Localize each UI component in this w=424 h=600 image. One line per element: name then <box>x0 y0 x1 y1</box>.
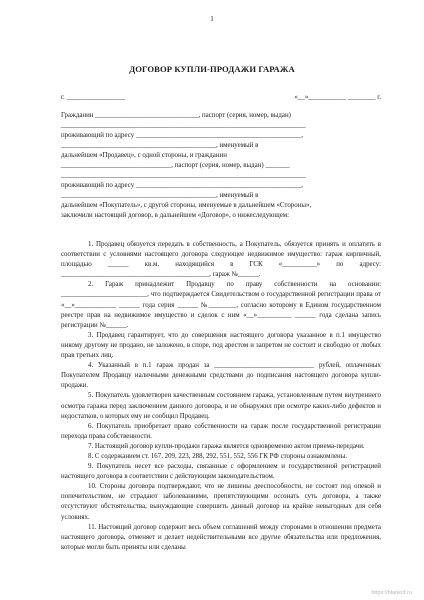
header-line: _______________________________________________________________________ <box>61 172 306 179</box>
date-field: «__»___________ ________ г. <box>294 94 381 101</box>
header-line: ________________________________, паспорт (серия, номер, выдан) _______ <box>61 162 290 169</box>
clause-9: 9. Покупатель несет все расходы, связанные с оформлением и государственной регистрацией настоящего договора в соответствии с действующим законодательством. <box>61 463 381 481</box>
header-line: заключили настоящий договор, в дальнейшем «Договор», о нижеследующем: <box>61 212 290 219</box>
header-line: дальнейшем «Покупатель», с другой стороны, именуемые в дальнейшем «Стороны», <box>61 202 312 209</box>
clause-2: 2. Гараж принадлежит Продавцу по праву собственности на основании: _________________________, что подтверждается Свидетельством о государственной регистрации права от «__»____________ ______ года серия ______ №________, согласно которому в Едином государственном реестре прав на недвижимое имущество и сделок с ним «__»__________ ______ года сделана запись регистрации №______. <box>61 281 381 329</box>
clause-11: 11. Настоящий договор содержит весь объем соглашений между сторонами в отношении предмета настоящего договора, отменяет и делает недействительными все другие обязательства или предложения, которые могли быть приняты или сделаны <box>61 523 381 551</box>
header-line: _____________________________________________, именуемый в <box>61 192 259 199</box>
document-title: ДОГОВОР КУПЛИ-ПРОДАЖИ ГАРАЖА <box>129 64 295 74</box>
clause-5: 5. Покупатель удовлетворен качественным состоянием гаража, установленным путем внутреннего осмотра гаража перед заключением данного договора, и не обнаружил при осмотре каких-либо дефектов и недостатков, о которых ему не сообщил Продавец. <box>61 392 381 420</box>
city-date-line <box>61 93 381 103</box>
clause-6: 6. Покупатель приобретает право собственности на гараж после государственной регистрации перехода права собственности. <box>61 422 381 440</box>
header-line: дальнейшем «Продавец», с одной стороны, и гражданин <box>61 152 227 159</box>
city-field: г. _________________ <box>61 94 126 101</box>
header-line: _______________________________________________________________________ <box>61 122 306 129</box>
header-line: проживающий по адресу ________________________________________________, <box>61 182 303 189</box>
page-number: 1 <box>210 15 214 23</box>
clause-1: 1. Продавец обязуется передать в собственность, а Покупатель, обязуется принять и оплатить в соответствии с условиями настоящего договора следующее недвижимое имущество: гараж кирпичный, площадью ______ кв.м, находящийся в ГСК «__________» по адресу: ___________________________________________, гараж №______. <box>61 241 381 279</box>
clause-4: 4. Указанный в п.1 гараж продан за _____________________________ рублей, оплаченных Покупателем Продавцу наличными денежными средствами до подписания настоящего договора купли-продажи. <box>61 362 381 390</box>
header-line: Гражданин ______________________________, паспорт (серия, номер, выдан) <box>61 112 291 119</box>
contract-clauses <box>61 240 381 553</box>
header-line: _____________________________________________, именуемый в <box>61 142 259 149</box>
watermark-link: https://blankof.ru <box>371 590 412 596</box>
header-line: проживающий по адресу ________________________________________________, <box>61 132 303 139</box>
clause-8: 8. С содержанием ст. 167, 209, 223, 288, 292, 551, 552, 556 ГК РФ стороны ознакомлены. <box>88 452 348 460</box>
clause-7: 7. Настоящий договор купли-продажи гаража является одновременно актом приема-передачи. <box>88 442 365 450</box>
clause-10: 10. Стороны договора подтверждают, что не лишены дееспособности, не состоят под опекой и попечительством, не страдают заболеваниями, препятствующими осознать суть договора, а также отсутствуют обстоятельства, вынуждающие совершить данный договор на крайне невыгодных для себя условиях. <box>61 483 381 521</box>
clause-3: 3. Продавец гарантирует, что до совершения настоящего договора указанное в п.1 имущество никому другому не продано, не заложено, в споре, под арестом и запретом не состоит и свободно от любых прав третьих лиц. <box>61 331 381 360</box>
